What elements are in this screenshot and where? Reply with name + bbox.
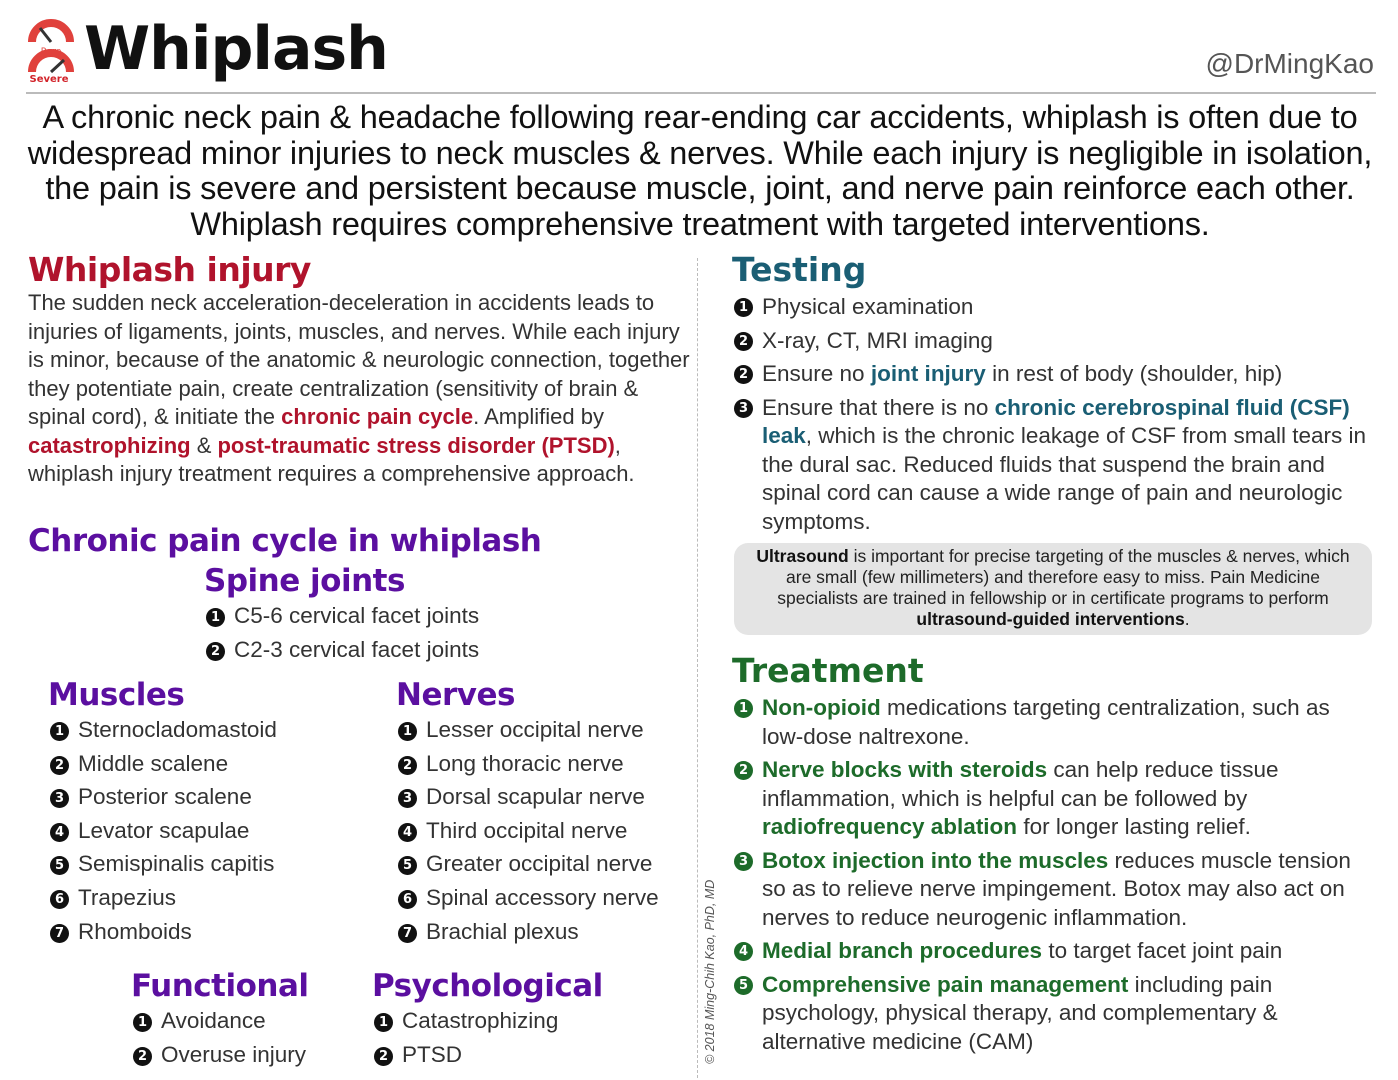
number-3-icon: 3 xyxy=(734,399,753,418)
nerves-heading: Nerves xyxy=(396,677,515,713)
muscles-heading: Muscles xyxy=(48,677,185,713)
ultrasound-note: Ultrasound is important for precise targeting of the muscles & nerves, which are small (few millimeters) and therefore easy to miss. Pain Medicine specialists are trained in fellowship or in certificate programs to perform ultrasound-guided interventions. xyxy=(734,543,1372,635)
injury-text-4: , whiplash injury treatment requires a comprehensive approach. xyxy=(28,432,635,486)
number-4-icon: 4 xyxy=(734,942,753,961)
number-2-icon: 2 xyxy=(398,756,417,775)
catastrophizing-highlight: catastrophizing xyxy=(28,432,191,458)
psychological-list xyxy=(374,1008,558,1075)
list-item: 6 Trapezius xyxy=(50,885,277,919)
ptsd-highlight: post-traumatic stress disorder (PTSD) xyxy=(217,432,615,458)
testing-heading: Testing xyxy=(732,250,867,289)
list-item: 1 Lesser occipital nerve xyxy=(398,717,659,751)
injury-text-3: & xyxy=(190,432,218,458)
number-1-icon: 1 xyxy=(50,722,69,741)
number-5-icon: 5 xyxy=(734,976,753,995)
injury-text-2: . Amplified by xyxy=(473,404,604,429)
whiplash-injury-heading: Whiplash injury xyxy=(28,250,311,289)
number-3-icon: 3 xyxy=(398,789,417,808)
number-3-icon: 3 xyxy=(734,852,753,871)
csf-leak-highlight: chronic cerebrospinal fluid (CSF) leak xyxy=(762,394,1350,448)
logo-rare-label: Rare xyxy=(40,47,62,57)
whiplash-injury-text xyxy=(28,289,690,489)
chronic-pain-cycle-heading: Chronic pain cycle in whiplash xyxy=(28,523,542,559)
list-item: 1 Non-opioid medications targeting centralization, such as low-dose naltrexone. xyxy=(734,694,1374,751)
list-item: 4 Levator scapulae xyxy=(50,818,277,852)
number-1-icon: 1 xyxy=(734,298,753,317)
number-2-icon: 2 xyxy=(133,1047,152,1066)
number-2-icon: 2 xyxy=(374,1047,393,1066)
treatment-list xyxy=(734,694,1374,1061)
number-4-icon: 4 xyxy=(50,823,69,842)
list-item: 1 Catastrophizing xyxy=(374,1008,558,1042)
psychological-heading: Psychological xyxy=(372,968,603,1004)
joint-injury-highlight: joint injury xyxy=(870,361,986,386)
list-item: 2 PTSD xyxy=(374,1042,558,1076)
list-item: 7 Rhomboids xyxy=(50,919,277,953)
list-item: 3 Botox injection into the muscles reduces muscle tension so as to relieve nerve impingement. Botox may also act on nerves to reduce neurogenic inflammation. xyxy=(734,847,1374,933)
number-1-icon: 1 xyxy=(133,1013,152,1032)
list-item: 2 Overuse injury xyxy=(133,1042,306,1076)
list-item: 3 Ensure that there is no chronic cerebrospinal fluid (CSF) leak, which is the chronic leakage of CSF from small tears in the dural sac. Reduced fluids that suspend the brain and spinal cord can cause a wide range of pain and neurologic symptoms. xyxy=(734,394,1374,537)
list-item: 2 C2-3 cervical facet joints xyxy=(206,637,479,671)
muscles-list xyxy=(50,717,277,952)
number-1-icon: 1 xyxy=(734,699,753,718)
list-item: 4 Medial branch procedures to target facet joint pain xyxy=(734,937,1374,966)
list-item: 4 Third occipital nerve xyxy=(398,818,659,852)
list-item: 3 Posterior scalene xyxy=(50,784,277,818)
number-7-icon: 7 xyxy=(398,924,417,943)
nerves-list xyxy=(398,717,659,952)
number-6-icon: 6 xyxy=(50,890,69,909)
number-2-icon: 2 xyxy=(734,365,753,384)
list-item: 1 C5-6 cervical facet joints xyxy=(206,603,479,637)
intro-paragraph: A chronic neck pain & headache following rear-ending car accidents, whiplash is often due to widespread minor injuries to neck muscles & nerves. While each injury is negligible in isolation, the pain is severe and persistent because muscle, joint, and nerve pain reinforce each other. Whiplash requires comprehensive treatment with targeted interventions. xyxy=(27,99,1373,242)
author-handle: @DrMingKao xyxy=(1205,48,1374,79)
number-2-icon: 2 xyxy=(206,642,225,661)
chronic-pain-cycle-highlight: chronic pain cycle xyxy=(281,404,474,429)
list-item: 2 Middle scalene xyxy=(50,751,277,785)
spine-joints-list xyxy=(206,603,479,670)
number-1-icon: 1 xyxy=(206,608,225,627)
list-item: 2 Nerve blocks with steroids can help reduce tissue inflammation, which is helpful can be followed by radiofrequency ablation for longer lasting relief. xyxy=(734,756,1374,842)
list-item: 1 Avoidance xyxy=(133,1008,306,1042)
list-item: 2 Long thoracic nerve xyxy=(398,751,659,785)
number-1-icon: 1 xyxy=(374,1013,393,1032)
rare-severe-logo xyxy=(26,14,76,84)
functional-heading: Functional xyxy=(131,968,309,1004)
header-divider xyxy=(26,92,1376,94)
list-item: 5 Greater occipital nerve xyxy=(398,851,659,885)
number-2-icon: 2 xyxy=(50,756,69,775)
number-4-icon: 4 xyxy=(398,823,417,842)
list-item: 1 Physical examination xyxy=(734,293,1374,322)
page-title: Whiplash xyxy=(84,14,388,84)
injury-text-1: The sudden neck acceleration-deceleration in accidents leads to injuries of ligaments, joints, muscles, and nerves. While each injury is minor, because of the anatomic & neurologic connection, together they potentiate pain, create centralization (sensitivity of brain & spinal cord), & initiate the xyxy=(28,290,690,429)
functional-list xyxy=(133,1008,306,1075)
list-item: 6 Spinal accessory nerve xyxy=(398,885,659,919)
ultrasound-bold: Ultrasound xyxy=(756,546,849,566)
number-2-icon: 2 xyxy=(734,761,753,780)
list-item: 5 Comprehensive pain management including pain psychology, physical therapy, and complementary & alternative medicine (CAM) xyxy=(734,971,1374,1057)
number-2-icon: 2 xyxy=(734,332,753,351)
list-item: 2 Ensure no joint injury in rest of body (shoulder, hip) xyxy=(734,360,1374,389)
column-divider xyxy=(697,258,698,1078)
severity-gauge-icon xyxy=(26,14,76,84)
number-5-icon: 5 xyxy=(50,856,69,875)
ultrasound-guided-bold: ultrasound-guided interventions xyxy=(916,609,1185,629)
list-item: 1 Sternocladomastoid xyxy=(50,717,277,751)
copyright-notice: © 2018 Ming-Chih Kao, PhD, MD xyxy=(703,879,717,1064)
treatment-heading: Treatment xyxy=(732,651,924,690)
logo-severe-label: Severe xyxy=(29,74,69,84)
list-item: 5 Semispinalis capitis xyxy=(50,851,277,885)
list-item: 7 Brachial plexus xyxy=(398,919,659,953)
list-item: 2 X-ray, CT, MRI imaging xyxy=(734,327,1374,356)
number-3-icon: 3 xyxy=(50,789,69,808)
testing-list xyxy=(734,293,1374,541)
number-6-icon: 6 xyxy=(398,890,417,909)
number-7-icon: 7 xyxy=(50,924,69,943)
list-item: 3 Dorsal scapular nerve xyxy=(398,784,659,818)
number-1-icon: 1 xyxy=(398,722,417,741)
number-5-icon: 5 xyxy=(398,856,417,875)
spine-joints-heading: Spine joints xyxy=(204,563,405,599)
